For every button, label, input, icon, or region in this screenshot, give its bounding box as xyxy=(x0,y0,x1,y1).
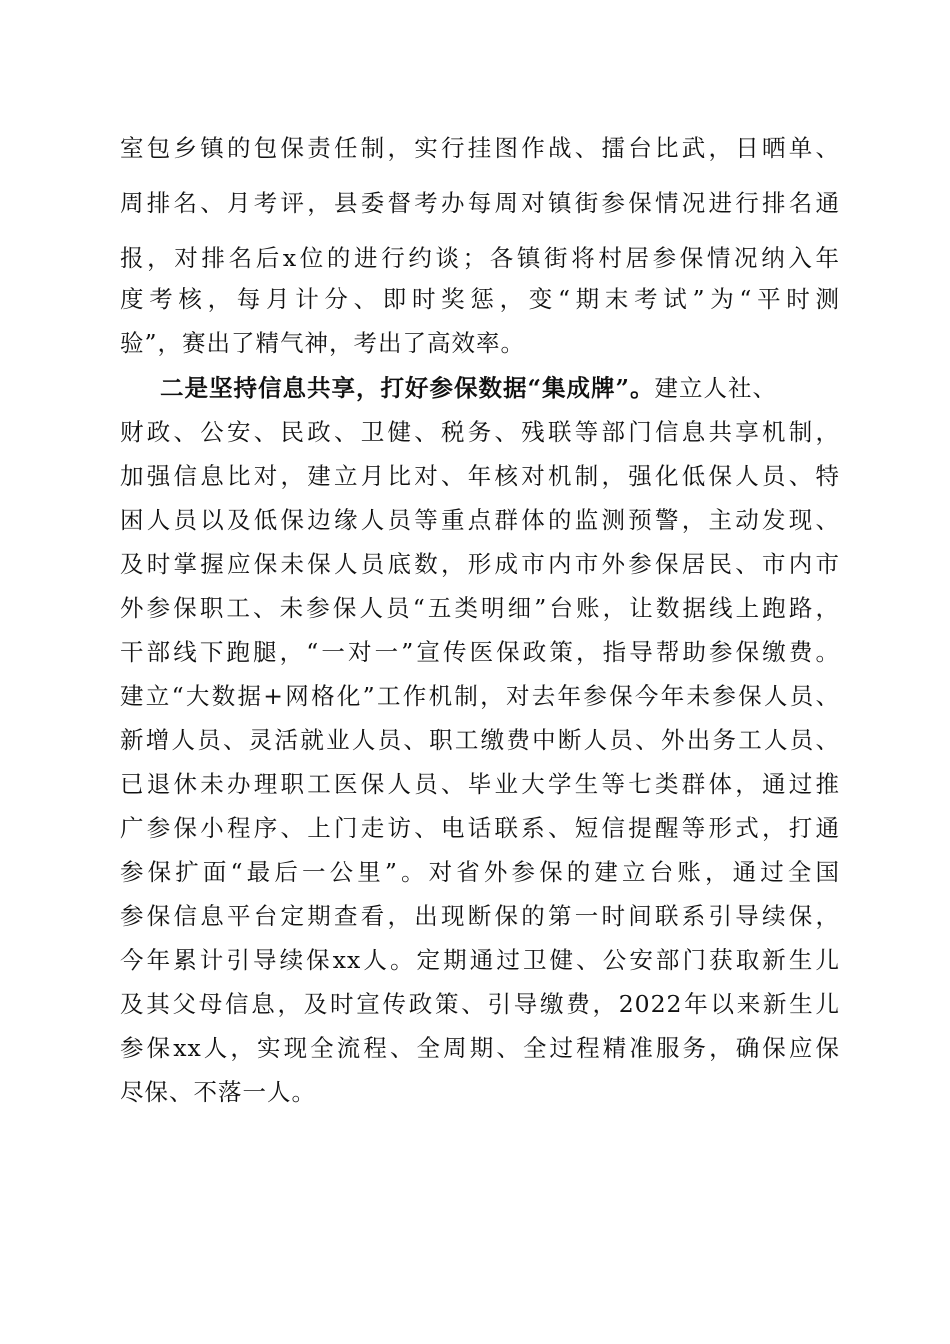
paragraph-line: 及其父母信息，及时宣传政策、引导缴费，2022年以来新生儿 xyxy=(120,990,840,1018)
paragraph-heading-line xyxy=(160,365,840,411)
paragraph-line: 参保xx人，实现全流程、全周期、全过程精准服务，确保应保 xyxy=(120,1034,840,1062)
paragraph-line: 加强信息比对，建立月比对、年核对机制，强化低保人员、特 xyxy=(120,462,840,490)
paragraph-line: 财政、公安、民政、卫健、税务、残联等部门信息共享机制， xyxy=(120,418,840,446)
paragraph-line: 建立“大数据+网格化”工作机制，对去年参保今年未参保人员、 xyxy=(120,682,840,710)
paragraph-line-tail: 建立人社、 xyxy=(654,374,778,402)
paragraph-line: 及时掌握应保未保人员底数，形成市内市外参保居民、市内市 xyxy=(120,550,840,578)
paragraph-line: 广参保小程序、上门走访、电话联系、短信提醒等形式，打通 xyxy=(120,814,840,842)
paragraph-line: 尽保、不落一人。 xyxy=(120,1078,316,1106)
paragraph-line: 新增人员、灵活就业人员、职工缴费中断人员、外出务工人员、 xyxy=(120,726,840,754)
paragraph-line: 干部线下跑腿，“一对一”宣传医保政策，指导帮助参保缴费。 xyxy=(120,638,840,666)
paragraph-line: 报，对排名后x位的进行约谈；各镇街将村居参保情况纳入年 xyxy=(120,244,840,272)
paragraph-line: 室包乡镇的包保责任制，实行挂图作战、擂台比武，日晒单、 xyxy=(120,134,840,162)
paragraph-line: 外参保职工、未参保人员“五类明细”台账，让数据线上跑路， xyxy=(120,594,840,622)
paragraph-line: 今年累计引导续保xx人。定期通过卫健、公安部门获取新生儿 xyxy=(120,946,840,974)
paragraph-line: 度考核，每月计分、即时奖惩，变“期末考试”为“平时测 xyxy=(120,285,840,313)
paragraph-line: 验”，赛出了精气神，考出了高效率。 xyxy=(120,329,526,357)
paragraph-heading: 二是坚持信息共享，打好参保数据“集成牌”。 xyxy=(160,374,655,402)
paragraph-line: 已退休未办理职工医保人员、毕业大学生等七类群体，通过推 xyxy=(120,770,840,798)
paragraph-line: 困人员以及低保边缘人员等重点群体的监测预警，主动发现、 xyxy=(120,506,840,534)
paragraph-line: 参保扩面“最后一公里”。对省外参保的建立台账，通过全国 xyxy=(120,858,840,886)
paragraph-line: 周排名、月考评，县委督考办每周对镇街参保情况进行排名通 xyxy=(120,189,840,217)
paragraph-line: 参保信息平台定期查看，出现断保的第一时间联系引导续保， xyxy=(120,902,840,930)
